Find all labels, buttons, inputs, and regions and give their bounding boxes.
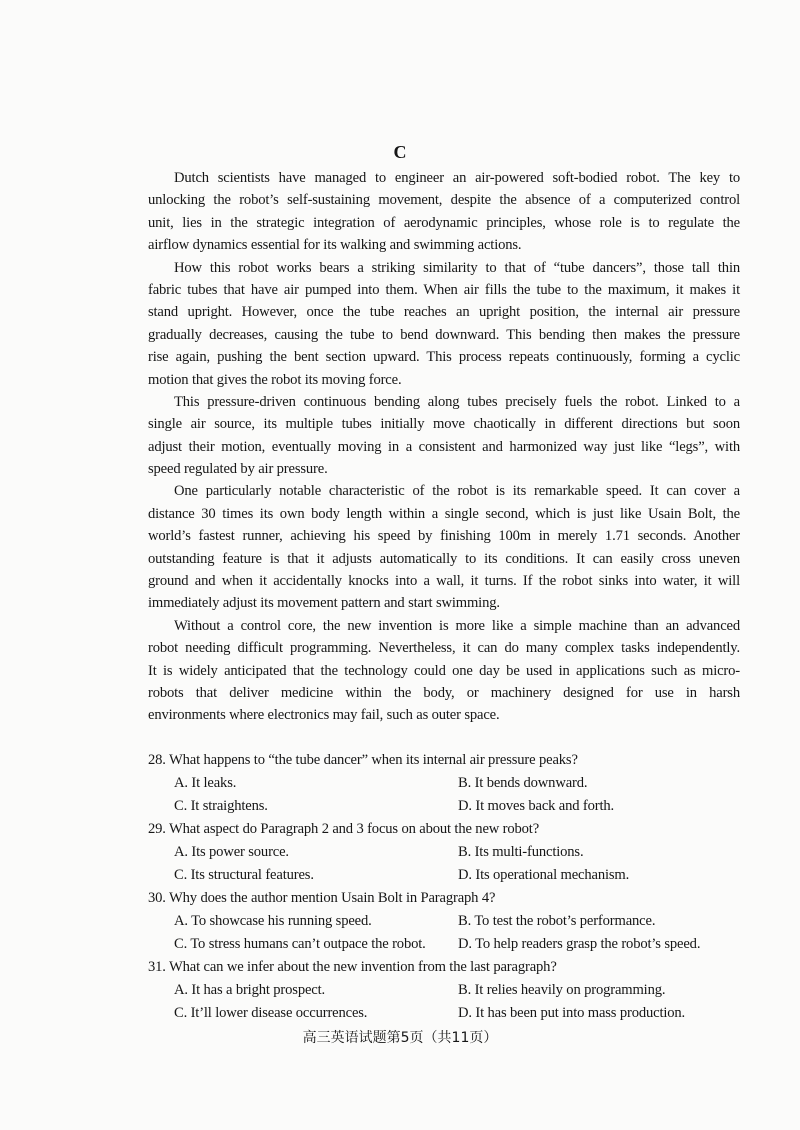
option-c: C. To stress humans can’t outpace the robot. <box>174 936 426 952</box>
option-a: A. Its power source. <box>174 844 289 860</box>
paragraph-5-line: environments where electronics may fail, such as outer space. <box>148 707 500 724</box>
question-stem: 28. What happens to “the tube dancer” when its internal air pressure peaks? <box>148 752 578 768</box>
paragraph-4-line: One particularly notable characteristic of the robot is its remarkable speed. It can cover a <box>174 483 740 500</box>
paragraph-3-line: adjust their motion, eventually moving in a consistent and harmonized way just like “legs”, with <box>148 438 740 455</box>
questions <box>148 749 748 1025</box>
paragraph-3-line: single air source, its multiple tubes initially move chaotically in different directions but soon <box>148 416 740 433</box>
option-row <box>148 795 748 818</box>
option-d: D. It moves back and forth. <box>458 798 615 814</box>
option-b: B. Its multi-functions. <box>458 844 584 860</box>
paragraph-2-line: rise again, pushing the bent section upward. This process repeats continuously, forming a cyclic <box>148 349 740 366</box>
paragraph-2-line: How this robot works bears a striking similarity to that of “tube dancers”, those tall thin <box>174 259 740 276</box>
paragraph-2-line: motion that gives the robot its moving force. <box>148 371 402 388</box>
option-c: C. It straightens. <box>174 798 268 814</box>
paragraph-4-line: outstanding feature is that it adjusts automatically to its conditions. It can easily cross uneven <box>148 550 740 567</box>
option-row <box>148 933 748 956</box>
option-a: A. It has a bright prospect. <box>174 982 326 998</box>
option-row <box>148 772 748 795</box>
paragraph-5-line: It is widely anticipated that the technology could one day be used in applications such as micro- <box>148 662 740 679</box>
paragraph-4-line: ground and when it accidentally knocks into a wall, it turns. If the robot sinks into water, it will <box>148 573 740 590</box>
paragraph-2-line: stand upright. However, once the tube reaches an upright position, the internal air pressure <box>148 304 740 321</box>
option-a: A. It leaks. <box>174 775 237 791</box>
passage <box>148 167 740 727</box>
question-stem: 30. Why does the author mention Usain Bolt in Paragraph 4? <box>148 890 496 906</box>
option-a: A. To showcase his running speed. <box>174 913 372 929</box>
option-d: D. It has been put into mass production. <box>458 1005 686 1021</box>
option-b: B. It bends downward. <box>458 775 588 791</box>
option-d: D. Its operational mechanism. <box>458 867 630 883</box>
paragraph-2-line: gradually decreases, causing the tube to bend downward. This bending then makes the pressure <box>148 326 740 343</box>
question-stem: 29. What aspect do Paragraph 2 and 3 focus on about the new robot? <box>148 821 540 837</box>
paragraph-5-line: robot needing difficult programming. Nevertheless, it can do many complex tasks independently. <box>148 640 740 657</box>
paragraph-2-line: fabric tubes that have air pumped into them. When air fills the tube to the maximum, it makes it <box>148 281 740 298</box>
option-b: B. To test the robot’s performance. <box>458 913 656 929</box>
option-row <box>148 979 748 1002</box>
option-row <box>148 864 748 887</box>
paragraph-1-line: unlocking the robot’s self-sustaining movement, despite the absence of a computerized control <box>148 192 740 209</box>
question-stem: 31. What can we infer about the new invention from the last paragraph? <box>148 959 557 975</box>
paragraph-4-line: distance 30 times its own body length within a single second, which is just like Usain Bolt, the <box>148 505 740 522</box>
option-c: C. Its structural features. <box>174 867 314 883</box>
paragraph-1-line: Dutch scientists have managed to engineer an air-powered soft-bodied robot. The key to <box>174 170 740 186</box>
option-b: B. It relies heavily on programming. <box>458 982 666 998</box>
paragraph-1-line: airflow dynamics essential for its walking and swimming actions. <box>148 237 522 254</box>
option-d: D. To help readers grasp the robot’s speed. <box>458 936 701 952</box>
paragraph-3-line: This pressure-driven continuous bending along tubes precisely fuels the robot. Linked to a <box>174 393 740 410</box>
page-footer: 高三英语试题第5页（共11页） <box>302 1030 498 1046</box>
paragraph-4-line: world’s fastest runner, achieving his speed by finishing 100m in merely 1.71 seconds. Another <box>148 528 740 545</box>
option-row <box>148 1002 748 1025</box>
paragraph-5-line: Without a control core, the new invention is more like a simple machine than an advanced <box>174 617 740 634</box>
paragraph-3-line: speed regulated by air pressure. <box>148 461 328 478</box>
section-label: C <box>393 142 407 162</box>
option-row <box>148 841 748 864</box>
paragraph-4-line: immediately adjust its movement pattern and start swimming. <box>148 595 500 612</box>
paragraph-1-line: unit, lies in the strategic integration of aerodynamic principles, whose role is to regulate the <box>148 214 740 231</box>
paragraph-5-line: robots that deliver medicine within the body, or machinery designed for use in harsh <box>148 684 740 701</box>
option-c: C. It’ll lower disease occurrences. <box>174 1005 368 1021</box>
option-row <box>148 910 748 933</box>
